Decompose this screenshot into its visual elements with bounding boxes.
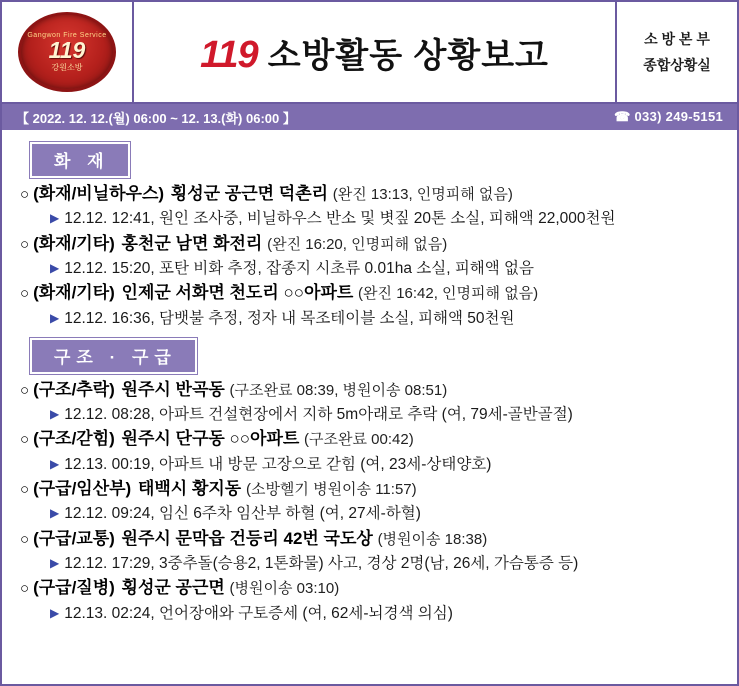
entry-detail-text: 12.12. 09:24, 임신 6주차 임산부 하혈 (여, 27세-하혈) bbox=[64, 505, 421, 523]
bullet-circle-icon: ○ bbox=[20, 285, 30, 303]
issuer-line-2: 종합상황실 bbox=[643, 57, 711, 73]
triangle-bullet-icon: ▶ bbox=[50, 310, 60, 325]
triangle-bullet-icon: ▶ bbox=[50, 456, 60, 471]
entry-note: (구조완료 00:42) bbox=[304, 431, 414, 449]
entry-note: (완진 16:20, 인명피해 없음) bbox=[267, 235, 448, 253]
bullet-circle-icon: ○ bbox=[20, 480, 30, 498]
entry-detail bbox=[50, 207, 727, 230]
entry-detail bbox=[50, 307, 727, 330]
logo-119-icon: 119 bbox=[200, 34, 258, 76]
report-period: 【 2022. 12. 12.(월) 06:00 ~ 12. 13.(화) 06:00 】 bbox=[16, 110, 296, 126]
entry-title bbox=[20, 526, 727, 552]
entry-place: 인제군 서화면 천도리 ○○아파트 bbox=[121, 283, 354, 303]
period-bar bbox=[2, 104, 737, 130]
list-item bbox=[20, 181, 727, 231]
entry-category: (구조/갇힘) bbox=[33, 429, 115, 449]
bullet-circle-icon: ○ bbox=[20, 235, 30, 253]
entry-category: (화재/비닐하우스) bbox=[33, 184, 165, 203]
bullet-circle-icon: ○ bbox=[20, 186, 30, 203]
section-spacer bbox=[12, 330, 727, 332]
entry-place: 태백시 황지동 bbox=[137, 478, 242, 498]
entry-detail bbox=[50, 403, 727, 426]
entry-note: (병원이송 03:10) bbox=[229, 580, 340, 598]
section-header-fire: 화 재 bbox=[30, 142, 130, 178]
title-cell bbox=[134, 2, 615, 102]
list-item bbox=[20, 575, 727, 625]
entry-detail-text: 12.12. 17:29, 3중추돌(승용2, 1톤화물) 사고, 경상 2명(남, 26세, 가슴통증 등) bbox=[64, 554, 579, 572]
entry-detail-text: 12.13. 02:24, 언어장애와 구토증세 (여, 62세-뇌경색 의심) bbox=[64, 604, 453, 622]
bullet-circle-icon: ○ bbox=[20, 431, 30, 449]
entry-category: (화재/기타) bbox=[33, 283, 115, 303]
entry-detail bbox=[50, 602, 727, 625]
entry-place: 원주시 단구동 ○○아파트 bbox=[121, 429, 300, 449]
report-header bbox=[2, 2, 737, 104]
entry-place: 원주시 문막읍 건등리 42번 국도상 bbox=[121, 528, 373, 548]
entry-note: (소방헬기 병원이송 11:57) bbox=[245, 480, 417, 498]
entry-detail-text: 12.12. 15:20, 포탄 비화 추정, 잡종지 시초류 0.01ha 소실, 피해액 없음 bbox=[64, 259, 534, 277]
entry-detail-text: 12.12. 12:41, 원인 조사중, 비닐하우스 반소 및 볏짚 20톤 소실, 피해액 22,000천원 bbox=[64, 210, 616, 228]
entry-category: (화재/기타) bbox=[33, 233, 115, 253]
entry-note: (구조완료 08:39, 병원이송 08:51) bbox=[229, 381, 448, 399]
triangle-bullet-icon: ▶ bbox=[50, 506, 60, 521]
entry-title bbox=[20, 377, 727, 403]
list-item bbox=[20, 526, 727, 576]
entry-category: (구조/추락) bbox=[33, 379, 115, 399]
triangle-bullet-icon: ▶ bbox=[50, 260, 60, 275]
entry-title bbox=[20, 181, 727, 207]
entry-title bbox=[20, 426, 727, 452]
report-body bbox=[2, 130, 737, 625]
bullet-circle-icon: ○ bbox=[20, 381, 30, 399]
bullet-circle-icon: ○ bbox=[20, 580, 30, 598]
entry-detail bbox=[50, 552, 727, 575]
entry-place: 홍천군 남면 화전리 bbox=[121, 233, 263, 253]
entry-detail bbox=[50, 257, 727, 280]
entry-place: 원주시 반곡동 bbox=[121, 379, 225, 399]
entry-category: (구급/질병) bbox=[33, 578, 115, 598]
emblem-bottom-text: 강원소방 bbox=[51, 62, 83, 72]
triangle-bullet-icon: ▶ bbox=[50, 555, 60, 570]
entry-note: (병원이송 18:38) bbox=[377, 530, 488, 548]
bullet-circle-icon: ○ bbox=[20, 530, 30, 548]
list-item bbox=[20, 280, 727, 330]
fire-service-emblem-icon bbox=[18, 12, 116, 92]
emblem-cell bbox=[2, 2, 134, 102]
issuer-cell bbox=[615, 2, 737, 102]
entry-title bbox=[20, 476, 727, 502]
entry-note: (완진 13:13, 인명피해 없음) bbox=[332, 186, 513, 203]
emblem-top-text: Gangwon Fire Service bbox=[27, 31, 107, 39]
list-item bbox=[20, 231, 727, 281]
entry-title bbox=[20, 280, 727, 306]
contact-phone: ☎ 033) 249-5151 bbox=[614, 109, 723, 124]
entry-title bbox=[20, 231, 727, 257]
entry-note: (완진 16:42, 인명피해 없음) bbox=[358, 285, 539, 303]
entry-detail bbox=[50, 502, 727, 525]
entry-detail-text: 12.12. 16:36, 담뱃불 추정, 정자 내 목조테이블 소실, 피해액 50천원 bbox=[64, 309, 515, 327]
list-item bbox=[20, 426, 727, 476]
entry-detail bbox=[50, 453, 727, 476]
entry-category: (구급/임산부) bbox=[33, 478, 132, 498]
section-header-rescue: 구조 · 구급 bbox=[30, 338, 197, 374]
entry-place: 횡성군 공근면 덕촌리 bbox=[170, 184, 329, 203]
triangle-bullet-icon: ▶ bbox=[50, 605, 60, 620]
list-item bbox=[20, 377, 727, 427]
triangle-bullet-icon: ▶ bbox=[50, 211, 60, 226]
emblem-number: 119 bbox=[48, 36, 86, 63]
issuer-line-1: 소 방 본 부 bbox=[644, 31, 710, 47]
entry-detail-text: 12.12. 08:28, 아파트 건설현장에서 지하 5m아래로 추락 (여, 79세-골반골절) bbox=[64, 406, 573, 424]
entry-category: (구급/교통) bbox=[33, 528, 115, 548]
page-title: 소방활동 상황보고 bbox=[267, 36, 549, 75]
triangle-bullet-icon: ▶ bbox=[50, 407, 60, 422]
entry-detail-text: 12.13. 00:19, 아파트 내 방문 고장으로 갇힘 (여, 23세-상태양호) bbox=[64, 455, 492, 473]
entry-title bbox=[20, 575, 727, 601]
list-item bbox=[20, 476, 727, 526]
entry-place: 횡성군 공근면 bbox=[121, 578, 225, 598]
